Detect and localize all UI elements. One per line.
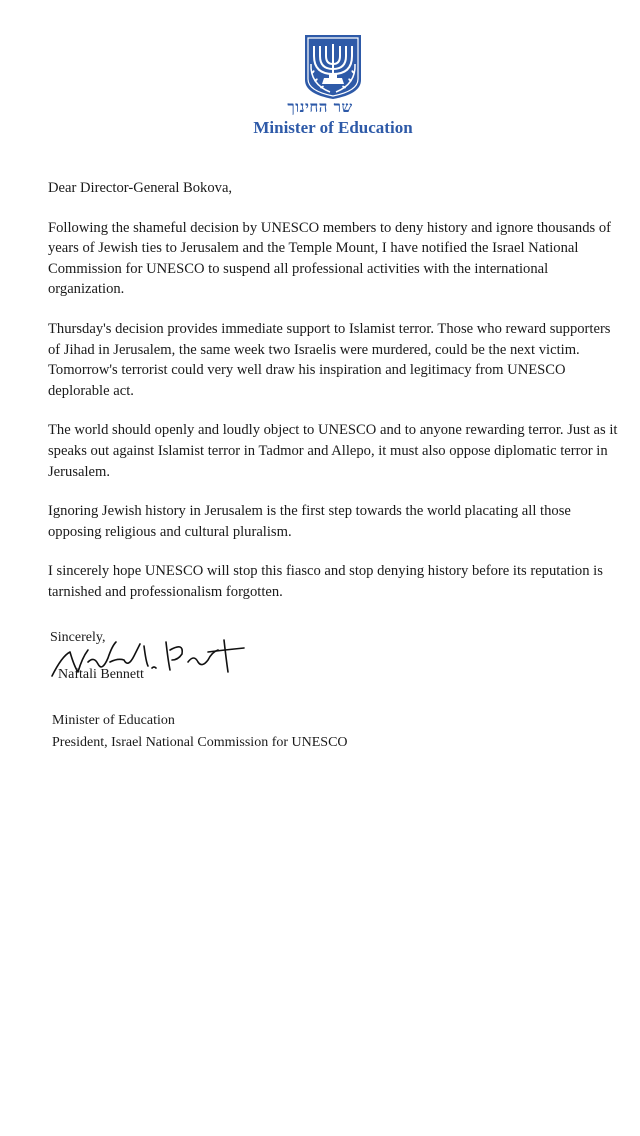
ministry-title: Minister of Education <box>253 118 413 137</box>
signer-name: Naftali Bennett <box>58 667 144 682</box>
paragraph-5: I sincerely hope UNESCO will stop this fiasco and stop denying history before its reputation is tarnished and professionalism forgotten. <box>48 563 603 600</box>
salutation: Dear Director-General Bokova, <box>48 180 233 196</box>
signer-title-2: President, Israel National Commission for UNESCO <box>52 735 348 750</box>
signature-block <box>48 630 348 690</box>
closing-text: Sincerely, <box>50 630 106 645</box>
paragraph-3: The world should openly and loudly object to UNESCO and to anyone rewarding terror. Just as it speaks out against Islamist terror in Tadmor and Allepo, it must also oppose diplomatic terror in Jerusalem. <box>48 422 618 480</box>
signer-title-1: Minister of Education <box>52 713 175 728</box>
menorah-emblem-icon <box>304 34 362 100</box>
hebrew-title: שר החינוך <box>287 98 353 116</box>
signer-titles <box>52 710 348 754</box>
paragraph-4: Ignoring Jewish history in Jerusalem is the first step towards the world placating all those opposing religious and cultural pluralism. <box>48 503 571 540</box>
paragraph-2: Thursday's decision provides immediate support to Islamist terror. Those who reward supporters of Jihad in Jerusalem, the same week two Israelis were murdered, could be the next victim. Tomorrow's terrorist could very well draw his inspiration and legitimacy from UNESCO deplorable act. <box>48 320 611 399</box>
paragraph-1: Following the shameful decision by UNESCO members to deny history and ignore thousands of years of Jewish ties to Jerusalem and the Temple Mount, I have notified the Israel National Commission for UNESCO to suspend all professional activities with the international organization. <box>48 219 612 298</box>
letter-body <box>48 178 620 622</box>
